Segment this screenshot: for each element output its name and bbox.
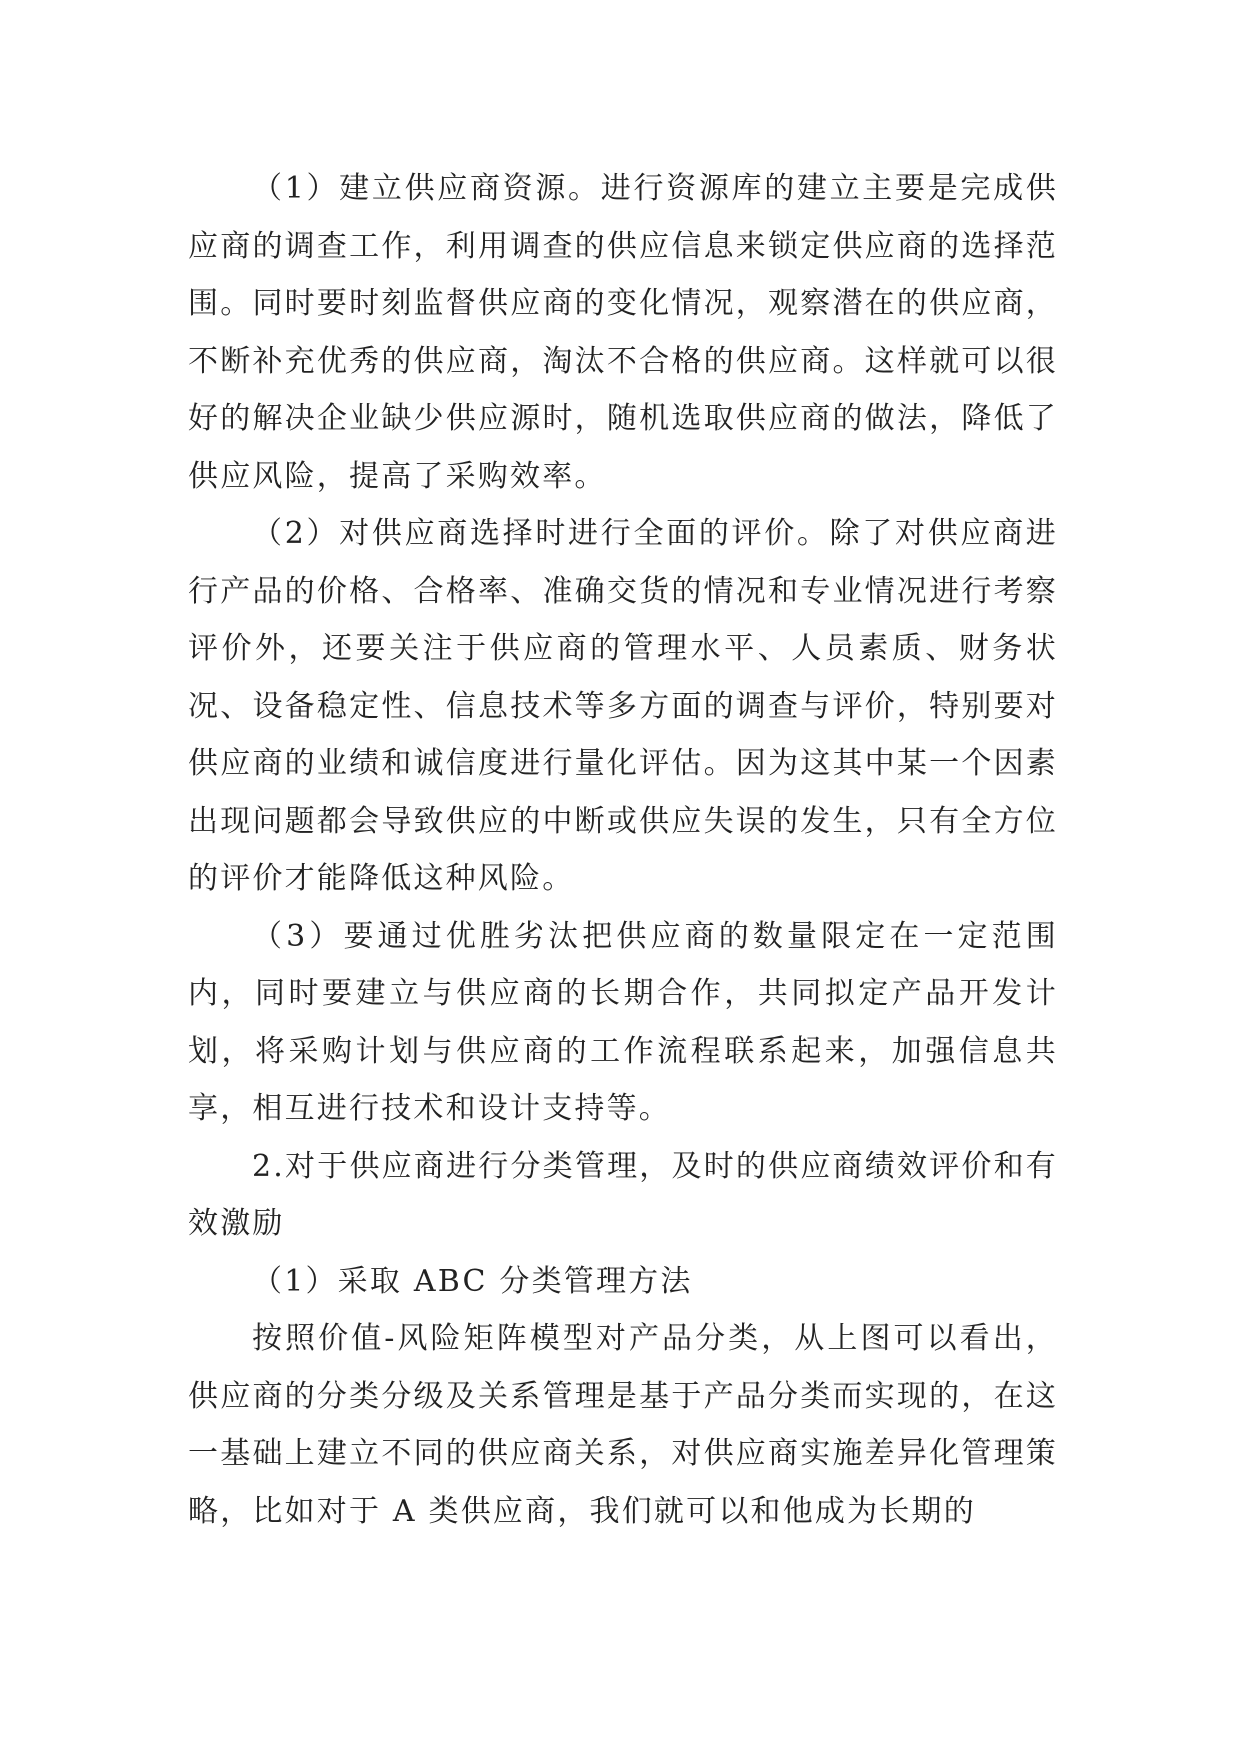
subheading-abc-method: （1）采取 ABC 分类管理方法	[252, 1263, 693, 1299]
paragraph-value-risk-matrix: 按照价值-风险矩阵模型对产品分类，从上图可以看出，供应商的分类分级及关系管理是基于产品分类而实现的，在这一基础上建立不同的供应商关系，对供应商实施差异化管理策略，比如对于 A 类供应商，我们就可以和他成为长期的	[188, 1321, 1058, 1529]
paragraph-supplier-quantity: （3）要通过优胜劣汰把供应商的数量限定在一定范围内，同时要建立与供应商的长期合作，共同拟定产品开发计划，将采购计划与供应商的工作流程联系起来，加强信息共享，相互进行技术和设计支持等。	[188, 918, 1058, 1126]
section-heading-classification: 2.对于供应商进行分类管理，及时的供应商绩效评价和有效激励	[188, 1148, 1058, 1241]
paragraph-supplier-evaluation: （2）对供应商选择时进行全面的评价。除了对供应商进行产品的价格、合格率、准确交货的情况和专业情况进行考察评价外，还要关注于供应商的管理水平、人员素质、财务状况、设备稳定性、信息技术等多方面的调查与评价，特别要对供应商的业绩和诚信度进行量化评估。因为这其中某一个因素出现问题都会导致供应的中断或供应失误的发生，只有全方位的评价才能降低这种风险。	[188, 516, 1058, 896]
paragraph-supplier-resource: （1）建立供应商资源。进行资源库的建立主要是完成供应商的调查工作，利用调查的供应信息来锁定供应商的选择范围。同时要时刻监督供应商的变化情况，观察潜在的供应商，不断补充优秀的供应商，淘汰不合格的供应商。这样就可以很好的解决企业缺少供应源时，随机选取供应商的做法，降低了供应风险，提高了采购效率。	[188, 171, 1058, 494]
document-body	[188, 160, 1058, 1540]
